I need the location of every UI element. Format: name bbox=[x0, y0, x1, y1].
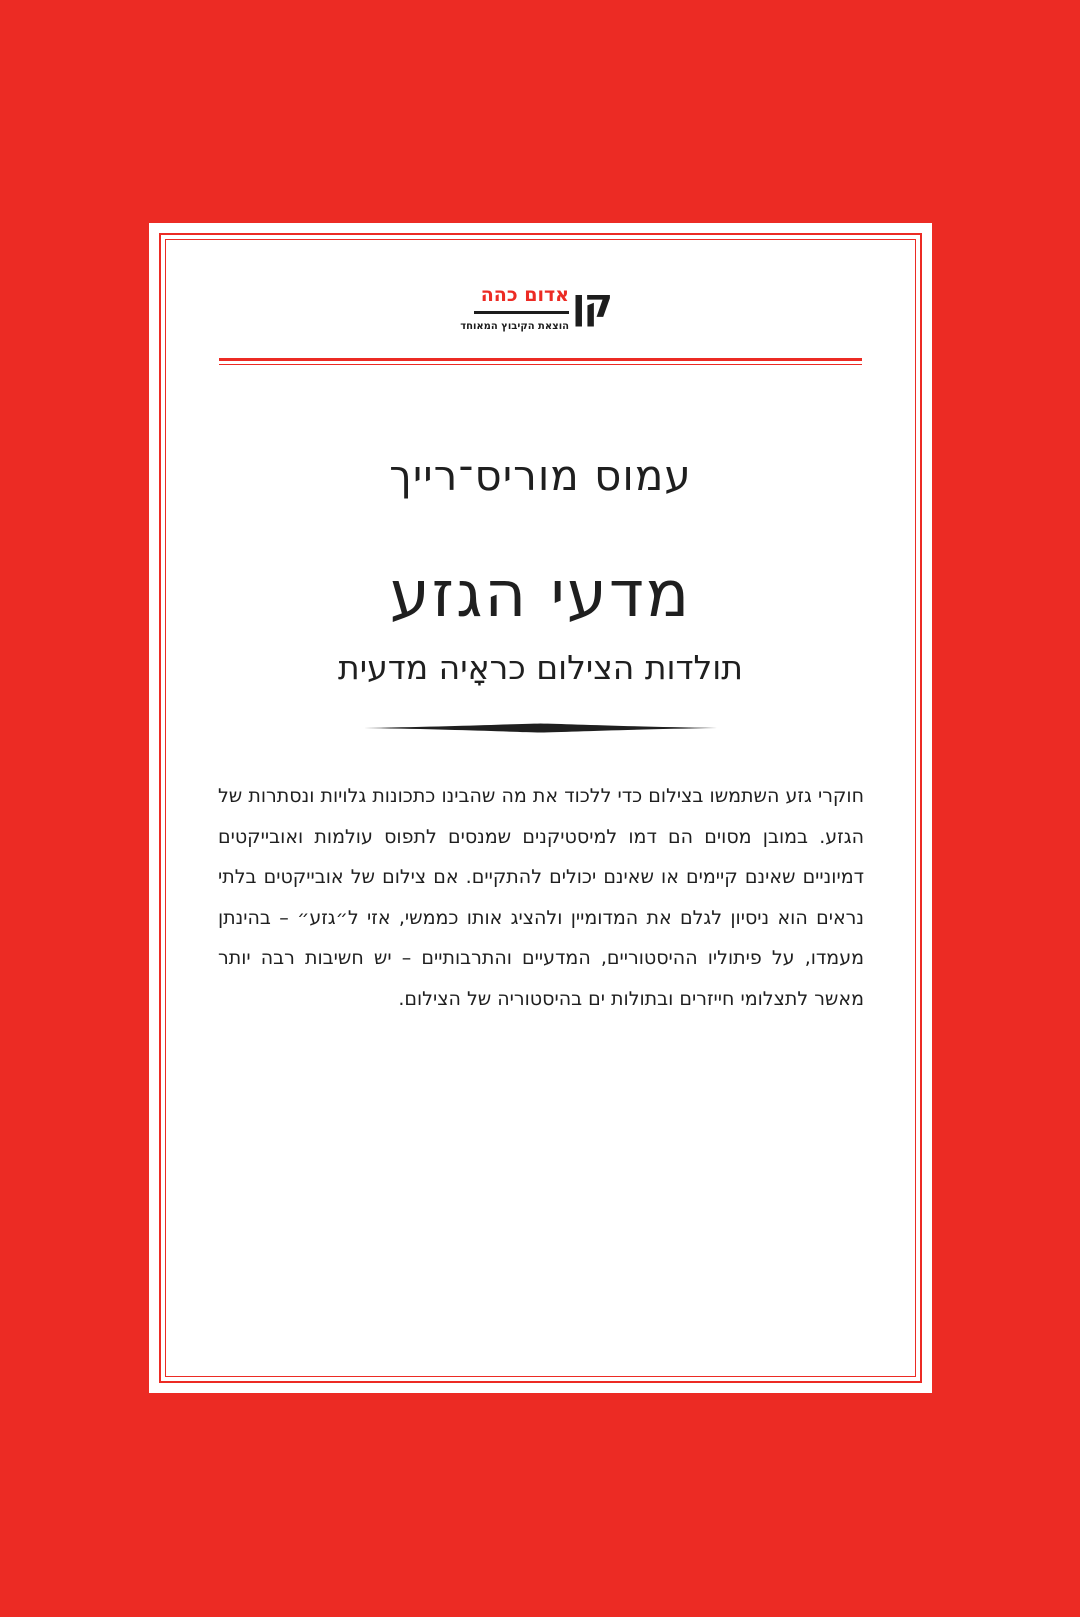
publisher-logo-bar bbox=[474, 311, 569, 314]
author-name: עמוס מוריס־רייך bbox=[389, 451, 692, 500]
header-rule bbox=[219, 358, 862, 361]
publisher-logo-mark: קן bbox=[571, 281, 611, 327]
book-cover-card bbox=[149, 223, 932, 1393]
ornament-divider bbox=[364, 720, 717, 736]
publisher-name: הוצאת הקיבוץ המאוחד bbox=[460, 321, 569, 332]
book-subtitle: תולדות הצילום כראָיה מדעית bbox=[338, 648, 743, 687]
publisher-logo bbox=[460, 281, 611, 351]
header-rule-thin bbox=[219, 364, 862, 365]
back-cover-blurb: חוקרי גזע השתמשו בצילום כדי ללכוד את מה שהבינו כתכונות גלויות ונסתרות של הגזע. במובן מסוים הם דמו למיסטיקנים שמנסים לתפוס עולמות ואובייקטים דמיוניים שאינם קיימים או שאינם יכולים להתקיים. אם צילום של אובייקטים בלתי נראים הוא ניסיון לגלם את המדומיין ולהציג אותו כממשי, אזי ל״גזע״ – בהינתן מעמדו, על פיתוליו ההיסטוריים, המדעיים והתרבותיים – יש חשיבות רבה יותר מאשר לתצלומי חייזרים ובתולות ים בהיסטוריה של הצילום. bbox=[218, 785, 864, 1010]
publisher-logo-series: אדום כהה bbox=[480, 284, 569, 306]
book-title: מדעי הגזע bbox=[389, 558, 692, 632]
